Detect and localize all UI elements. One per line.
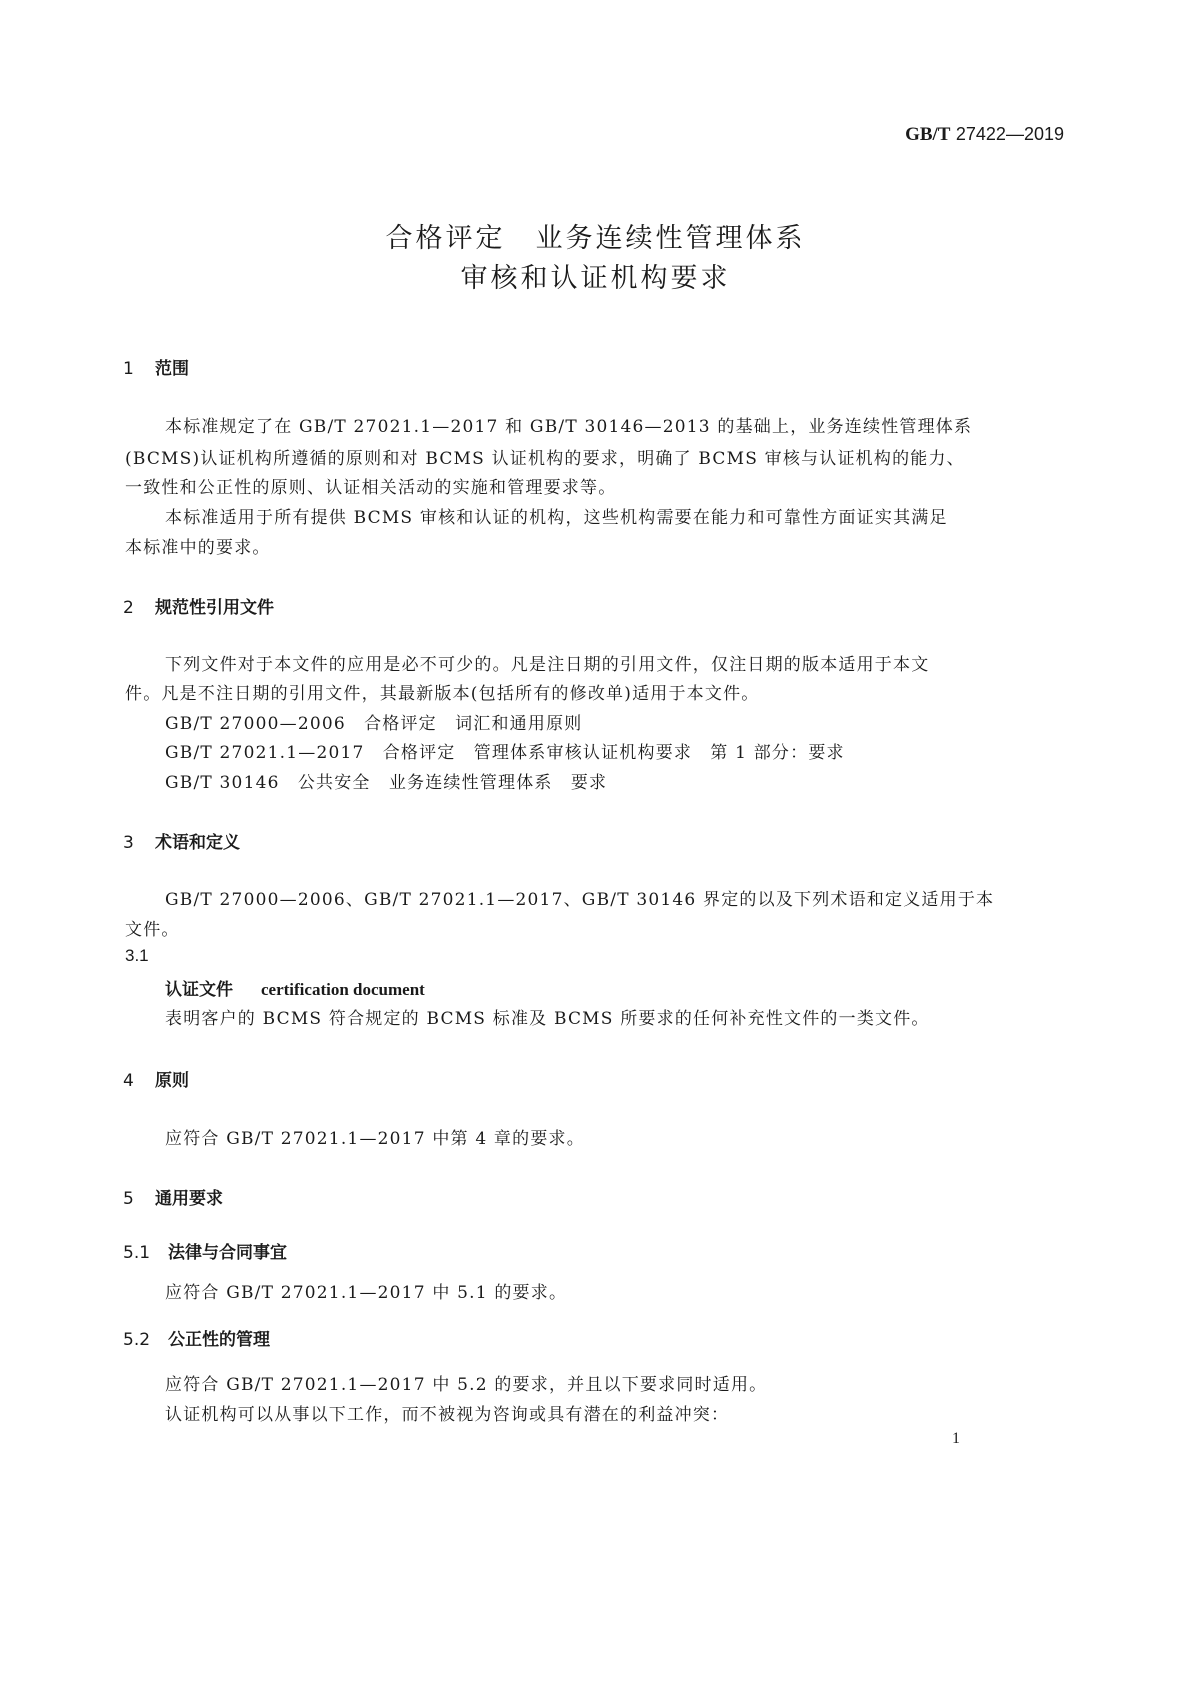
paragraph-line: 件。凡是不注日期的引用文件，其最新版本(包括所有的修改单)适用于本文件。 bbox=[125, 684, 760, 704]
paragraph-line: 本标准中的要求。 bbox=[125, 538, 271, 558]
subsection-number: 5.2 bbox=[123, 1330, 151, 1350]
subsection-title: 公正性的管理 bbox=[168, 1330, 270, 1350]
section-heading-4 bbox=[123, 1066, 189, 1091]
section-title: 范围 bbox=[155, 359, 189, 379]
section-title: 规范性引用文件 bbox=[155, 598, 274, 618]
subsection-heading-5-1 bbox=[123, 1238, 287, 1263]
section-number: 5 bbox=[123, 1189, 134, 1209]
paragraph-line: 下列文件对于本文件的应用是必不可少的。凡是注日期的引用文件，仅注日期的版本适用于本文 bbox=[165, 655, 930, 675]
section-title: 通用要求 bbox=[155, 1189, 223, 1209]
paragraph-line: 认证机构可以从事以下工作，而不被视为咨询或具有潜在的利益冲突： bbox=[165, 1405, 730, 1425]
subsection-title: 法律与合同事宜 bbox=[168, 1243, 287, 1263]
section-number: 3 bbox=[123, 833, 134, 853]
paragraph-line: 文件。 bbox=[125, 920, 180, 940]
document-title-line1: 合格评定 业务连续性管理体系 bbox=[385, 223, 806, 254]
term-english: certification document bbox=[261, 980, 425, 999]
term-entry bbox=[165, 975, 425, 1000]
subsection-number: 5.1 bbox=[123, 1243, 151, 1263]
section-title: 原则 bbox=[155, 1071, 189, 1091]
paragraph-line: 本标准规定了在 GB/T 27021.1—2017 和 GB/T 30146—2013 的基础上，业务连续性管理体系 bbox=[165, 417, 973, 437]
paragraph-line: GB/T 27000—2006、GB/T 27021.1—2017、GB/T 30146 界定的以及下列术语和定义适用于本 bbox=[165, 890, 995, 910]
section-title: 术语和定义 bbox=[155, 833, 240, 853]
standard-number bbox=[905, 124, 1064, 146]
paragraph-line: 本标准适用于所有提供 BCMS 审核和认证的机构，这些机构需要在能力和可靠性方面证实其满足 bbox=[165, 508, 948, 528]
term-number: 3.1 bbox=[125, 946, 149, 965]
normative-reference: GB/T 27000—2006 合格评定 词汇和通用原则 bbox=[165, 714, 583, 734]
paragraph-line: 一致性和公正性的原则、认证相关活动的实施和管理要求等。 bbox=[125, 478, 617, 498]
subsection-heading-5-2 bbox=[123, 1325, 270, 1350]
page-number: 1 bbox=[952, 1430, 960, 1447]
section-heading-2 bbox=[123, 593, 274, 618]
standard-code: 27422—2019 bbox=[955, 124, 1064, 144]
section-heading-1 bbox=[123, 354, 189, 379]
paragraph-line: 应符合 GB/T 27021.1—2017 中 5.1 的要求。 bbox=[165, 1283, 568, 1303]
normative-reference: GB/T 30146 公共安全 业务连续性管理体系 要求 bbox=[165, 773, 608, 793]
document-title-line2: 审核和认证机构要求 bbox=[460, 263, 731, 294]
paragraph-line: 应符合 GB/T 27021.1—2017 中第 4 章的要求。 bbox=[165, 1129, 585, 1149]
paragraph-line: 应符合 GB/T 27021.1—2017 中 5.2 的要求，并且以下要求同时适用。 bbox=[165, 1375, 768, 1395]
section-number: 4 bbox=[123, 1071, 134, 1091]
section-heading-3 bbox=[123, 828, 240, 853]
paragraph-line: (BCMS)认证机构所遵循的原则和对 BCMS 认证机构的要求，明确了 BCMS 审核与认证机构的能力、 bbox=[125, 449, 965, 469]
section-number: 1 bbox=[123, 359, 134, 379]
normative-reference: GB/T 27021.1—2017 合格评定 管理体系审核认证机构要求 第 1 部分：要求 bbox=[165, 743, 845, 763]
section-number: 2 bbox=[123, 598, 134, 618]
standard-prefix: GB/T bbox=[905, 124, 951, 145]
term-chinese: 认证文件 bbox=[165, 980, 233, 1000]
term-definition: 表明客户的 BCMS 符合规定的 BCMS 标准及 BCMS 所要求的任何补充性文件的一类文件。 bbox=[165, 1009, 930, 1029]
section-heading-5 bbox=[123, 1184, 223, 1209]
